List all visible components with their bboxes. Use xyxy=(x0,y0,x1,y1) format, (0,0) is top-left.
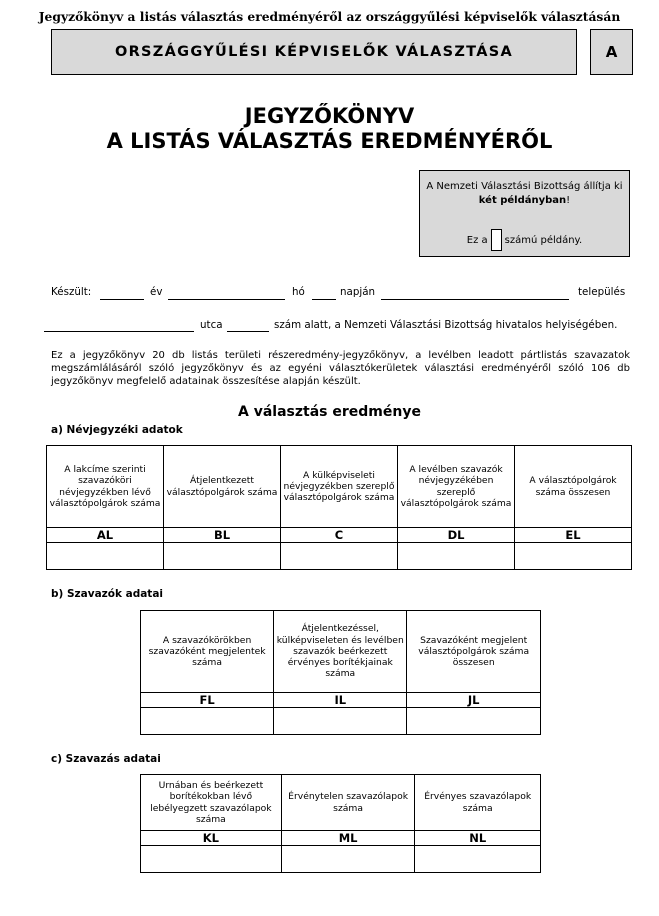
header-cell: A külképviseleti névjegyzékben szereplő választópolgárok száma xyxy=(281,446,398,528)
copy-notice-exclamation: ! xyxy=(566,195,571,206)
street-field[interactable] xyxy=(44,331,194,332)
ballot-data-table xyxy=(140,774,541,873)
code-cell: FL xyxy=(141,693,274,708)
document-title-line-1: JEGYZŐKÖNYV xyxy=(244,104,415,128)
header-cell: A szavazókörökben szavazóként megjelentek száma xyxy=(141,611,274,693)
location-text: szám alatt, a Nemzeti Választási Bizottság hivatalos helyiségében. xyxy=(274,319,618,331)
table-row xyxy=(141,693,541,708)
copy-notice-bold: két példányban xyxy=(478,195,567,206)
day-field[interactable] xyxy=(312,299,336,300)
value-cell-c[interactable] xyxy=(281,543,398,570)
table-row xyxy=(141,831,541,846)
value-cell-ml[interactable] xyxy=(281,846,415,873)
table-row xyxy=(47,446,632,528)
table-row xyxy=(141,708,541,735)
year-field[interactable] xyxy=(100,299,144,300)
document-title xyxy=(0,104,659,154)
code-cell: ML xyxy=(281,831,415,846)
table-row xyxy=(141,611,541,693)
table-row xyxy=(141,846,541,873)
value-cell-jl[interactable] xyxy=(407,708,541,735)
header-cell: Urnában és beérkezett borítékokban lévő lebélyegzett szavazólapok száma xyxy=(141,775,282,831)
code-cell: DL xyxy=(398,528,515,543)
form-letter-box xyxy=(590,29,633,75)
code-cell: NL xyxy=(415,831,541,846)
copy-number-field[interactable] xyxy=(491,229,502,251)
value-cell-kl[interactable] xyxy=(141,846,282,873)
code-cell: EL xyxy=(515,528,632,543)
month-field[interactable] xyxy=(168,299,285,300)
header-cell: Átjelentkezett választópolgárok száma xyxy=(164,446,281,528)
value-cell-il[interactable] xyxy=(274,708,407,735)
table-c-title: c) Szavazás adatai xyxy=(51,753,161,765)
code-cell: KL xyxy=(141,831,282,846)
header-cell: A választópolgárok száma összesen xyxy=(515,446,632,528)
header-cell: Szavazóként megjelent választópolgárok száma összesen xyxy=(407,611,541,693)
copy-prefix: Ez a xyxy=(466,234,488,246)
document-header-title: Jegyzőkönyv a listás választás eredményéről az országgyűlési képviselők választásán xyxy=(38,9,621,24)
election-type-label: ORSZÁGGYŰLÉSI KÉPVISELŐK VÁLASZTÁSA xyxy=(114,44,514,60)
value-cell-el[interactable] xyxy=(515,543,632,570)
table-row xyxy=(47,543,632,570)
value-cell-bl[interactable] xyxy=(164,543,281,570)
form-letter: A xyxy=(605,43,618,61)
header-cell: Érvénytelen szavazólapok száma xyxy=(281,775,415,831)
code-cell: JL xyxy=(407,693,541,708)
basis-paragraph: Ez a jegyzőkönyv 20 db listás területi részeredmény-jegyzőkönyv, a levélben leadott pártlistás szavazatok megszámlálásáról szóló jegyzőkönyv és az egyéni választókerületek választási eredményéről szóló 106 db jegyzőkönyv megfelelő adatainak összesítése alapján készült. xyxy=(51,350,630,387)
settlement-label: település xyxy=(578,286,626,298)
header-cell: Érvényes szavazólapok száma xyxy=(415,775,541,831)
month-label: hó xyxy=(292,286,305,298)
house-number-field[interactable] xyxy=(227,331,269,332)
results-section-title: A választás eredménye xyxy=(238,404,421,420)
code-cell: AL xyxy=(47,528,164,543)
value-cell-nl[interactable] xyxy=(415,846,541,873)
header-cell: A lakcíme szerinti szavazóköri névjegyzékben lévő választópolgárok száma xyxy=(47,446,164,528)
voters-data-table xyxy=(140,610,541,735)
code-cell: IL xyxy=(274,693,407,708)
value-cell-dl[interactable] xyxy=(398,543,515,570)
street-label: utca xyxy=(200,319,223,331)
document-title-line-2: A LISTÁS VÁLASZTÁS EREDMÉNYÉRŐL xyxy=(106,129,553,153)
header-cell: Átjelentkezéssel, külképviseleten és levélben szavazók beérkezett érvényes borítékjainak száma xyxy=(274,611,407,693)
election-type-band xyxy=(51,29,577,75)
settlement-field[interactable] xyxy=(381,299,569,300)
copy-number-line xyxy=(420,229,629,251)
value-cell-fl[interactable] xyxy=(141,708,274,735)
value-cell-al[interactable] xyxy=(47,543,164,570)
table-a-title: a) Névjegyzéki adatok xyxy=(51,424,183,436)
table-row xyxy=(141,775,541,831)
copy-notice-box xyxy=(419,170,630,257)
copy-suffix: számú példány. xyxy=(504,234,583,246)
code-cell: C xyxy=(281,528,398,543)
register-data-table xyxy=(46,445,632,570)
table-b-title: b) Szavazók adatai xyxy=(51,588,164,600)
header-cell: A levélben szavazók névjegyzékében szereplő választópolgárok száma xyxy=(398,446,515,528)
keszult-label: Készült: xyxy=(51,286,92,298)
copy-notice-line-1: A Nemzeti Választási Bizottság állítja ki xyxy=(426,181,623,192)
table-row xyxy=(47,528,632,543)
day-label: napján xyxy=(340,286,376,298)
copy-notice-text xyxy=(420,180,629,208)
code-cell: BL xyxy=(164,528,281,543)
year-label: év xyxy=(150,286,163,298)
